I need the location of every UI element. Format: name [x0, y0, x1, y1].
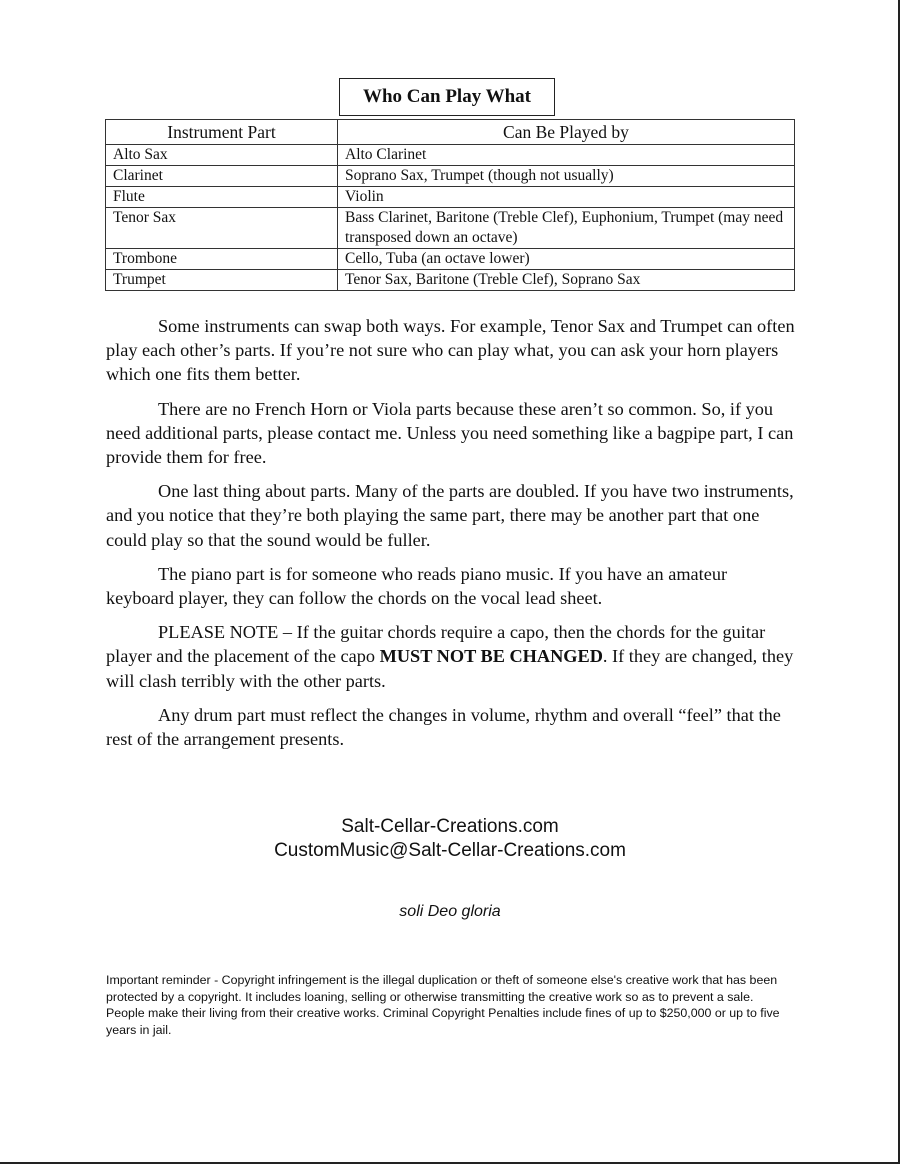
players-cell: Tenor Sax, Baritone (Treble Clef), Soprano Sax: [338, 270, 795, 291]
instrument-table: [105, 119, 795, 291]
instrument-cell: Trombone: [106, 249, 338, 270]
table-row: [106, 166, 795, 187]
paragraph-piano-part: The piano part is for someone who reads piano music. If you have an amateur keyboard player, they can follow the chords on the vocal lead sheet.: [106, 563, 728, 609]
paragraph-capo-note: [106, 620, 796, 693]
email-text: CustomMusic@Salt-Cellar-Creations.com: [274, 840, 626, 861]
paragraph-missing-parts: There are no French Horn or Viola parts because these aren’t so common. So, if you need additional parts, please contact me. Unless you need something like a bagpipe part, I can provide them for free.: [106, 398, 794, 468]
paragraph-swap-parts: Some instruments can swap both ways. For example, Tenor Sax and Trumpet can often play each other’s parts. If you’re not sure who can play what, you can ask your horn players which one fits them better.: [106, 316, 795, 385]
table-row: [106, 187, 795, 208]
players-cell: Bass Clarinet, Baritone (Treble Clef), Euphonium, Trumpet (may need transposed down an octave): [338, 208, 795, 249]
players-cell: Violin: [338, 187, 795, 208]
paragraph-doubled-parts: One last thing about parts. Many of the parts are doubled. If you have two instruments, and you notice that they’re both playing the same part, there may be another part that one could play so that the sound would be fuller.: [106, 481, 794, 550]
instrument-cell: Flute: [106, 187, 338, 208]
capo-note-end: . If they are changed, they will clash terribly with the other parts.: [106, 646, 794, 691]
page-title: Who Can Play What: [339, 78, 555, 116]
table-row: [106, 249, 795, 270]
header-instrument-part: Instrument Part: [106, 120, 338, 145]
copyright-reminder: Important reminder - Copyright infringement is the illegal duplication or theft of someone else's creative work that has been protected by a copyright. It includes loaning, selling or otherwise transmitting the creative work so as to prevent a sale. People make their living from their creative works. Criminal Copyright Penalties include fines of up to $250,000 or up to five years in jail.: [106, 973, 780, 1037]
website-text: Salt-Cellar-Creations.com: [341, 816, 559, 837]
body-text: [106, 314, 796, 761]
table-row: [106, 145, 795, 166]
instrument-cell: Trumpet: [106, 270, 338, 291]
capo-note-emphasis: MUST NOT BE CHANGED: [379, 646, 603, 667]
table-row: [106, 270, 795, 291]
header-can-be-played-by: Can Be Played by: [338, 120, 795, 145]
players-cell: Cello, Tuba (an octave lower): [338, 249, 795, 270]
players-cell: Soprano Sax, Trumpet (though not usually): [338, 166, 795, 187]
table-header-row: [106, 120, 795, 145]
instrument-cell: Clarinet: [106, 166, 338, 187]
instrument-cell: Alto Sax: [106, 145, 338, 166]
paragraph-drum-part: Any drum part must reflect the changes in volume, rhythm and overall “feel” that the rest of the arrangement presents.: [106, 704, 781, 750]
players-cell: Alto Clarinet: [338, 145, 795, 166]
capo-note-intro: PLEASE NOTE – If the guitar chords require a capo, then the chords for the guitar player and the placement of the capo: [106, 622, 766, 667]
motto: soli Deo gloria: [399, 903, 501, 920]
instrument-cell: Tenor Sax: [106, 208, 338, 249]
table-row: [106, 208, 795, 249]
